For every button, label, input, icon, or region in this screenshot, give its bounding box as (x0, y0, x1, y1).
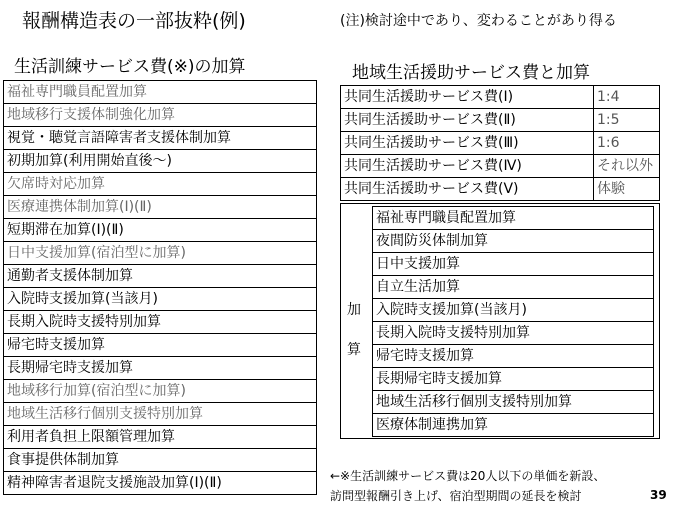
addition-item: 短期滞在加算(Ⅰ)(Ⅱ) (4, 219, 317, 242)
table-row (4, 449, 317, 472)
footnote-line: 訪問型報酬引き上げ、宿泊型期間の延長を検討 (330, 489, 582, 503)
table-row (4, 196, 317, 219)
table-row (4, 288, 317, 311)
staff-ratio: 体験 (594, 178, 660, 201)
fee-label: 共同生活援助サービス費(Ⅱ) (341, 109, 594, 132)
addition-item: 帰宅時支援加算 (4, 334, 317, 357)
draft-note: (注)検討途中であり、変わることがあり得る (340, 13, 617, 29)
table-row (4, 357, 317, 380)
table-row (373, 253, 654, 276)
footnote (330, 466, 605, 506)
table-row (373, 368, 654, 391)
group-home-addition-box (340, 203, 660, 439)
table-row (4, 150, 317, 173)
table-row (4, 242, 317, 265)
life-training-addition-table (3, 80, 317, 495)
addition-item: 医療体制連携加算 (373, 414, 654, 437)
left-section-heading: 生活訓練サービス費(※)の加算 (14, 57, 246, 77)
table-row (4, 311, 317, 334)
addition-item: 地域移行加算(宿泊型に加算) (4, 380, 317, 403)
table-row (373, 345, 654, 368)
table-row (341, 132, 660, 155)
addition-item: 視覚・聴覚言語障害者支援体制加算 (4, 127, 317, 150)
addition-side-label (347, 290, 361, 370)
table-row (373, 322, 654, 345)
table-row (4, 265, 317, 288)
addition-item: 欠席時対応加算 (4, 173, 317, 196)
staff-ratio: 1:6 (594, 132, 660, 155)
addition-item: 日中支援加算(宿泊型に加算) (4, 242, 317, 265)
table-row (4, 380, 317, 403)
table-row (341, 178, 660, 201)
addition-item: 福祉専門職員配置加算 (4, 81, 317, 104)
table-row (4, 104, 317, 127)
addition-item: 入院時支援加算(当該月) (4, 288, 317, 311)
table-row (4, 334, 317, 357)
addition-item: 初期加算(利用開始直後～) (4, 150, 317, 173)
table-row (4, 173, 317, 196)
addition-item: 地域移行支援体制強化加算 (4, 104, 317, 127)
table-row (4, 472, 317, 495)
fee-label: 共同生活援助サービス費(Ⅰ) (341, 86, 594, 109)
table-row (4, 426, 317, 449)
table-row (4, 127, 317, 150)
staff-ratio: それ以外 (594, 155, 660, 178)
table-row (4, 81, 317, 104)
fee-label: 共同生活援助サービス費(Ⅴ) (341, 178, 594, 201)
page-number: 39 (650, 488, 667, 502)
group-home-addition-table (372, 206, 654, 437)
fee-label: 共同生活援助サービス費(Ⅳ) (341, 155, 594, 178)
addition-item: 通勤者支援体制加算 (4, 265, 317, 288)
table-row (373, 299, 654, 322)
table-row (373, 230, 654, 253)
addition-item: 地域生活移行個別支援特別加算 (373, 391, 654, 414)
addition-item: 地域生活移行個別支援特別加算 (4, 403, 317, 426)
addition-item: 医療連携体制加算(Ⅰ)(Ⅱ) (4, 196, 317, 219)
table-row (373, 207, 654, 230)
addition-item: 日中支援加算 (373, 253, 654, 276)
table-row (4, 219, 317, 242)
addition-item: 長期入院時支援特別加算 (373, 322, 654, 345)
addition-item: 入院時支援加算(当該月) (373, 299, 654, 322)
footnote-line: ←※生活訓練サービス費は20人以下の単価を新設、 (330, 469, 606, 483)
addition-item: 食事提供体制加算 (4, 449, 317, 472)
addition-item: 利用者負担上限額管理加算 (4, 426, 317, 449)
addition-item: 長期帰宅時支援加算 (373, 368, 654, 391)
table-row (341, 86, 660, 109)
table-row (373, 391, 654, 414)
table-row (373, 276, 654, 299)
addition-item: 自立生活加算 (373, 276, 654, 299)
addition-item: 帰宅時支援加算 (373, 345, 654, 368)
group-home-fee-table (340, 85, 660, 201)
staff-ratio: 1:4 (594, 86, 660, 109)
table-row (341, 109, 660, 132)
addition-item: 長期入院時支援特別加算 (4, 311, 317, 334)
right-section-heading: 地域生活援助サービス費と加算 (352, 63, 590, 83)
addition-item: 精神障害者退院支援施設加算(Ⅰ)(Ⅱ) (4, 472, 317, 495)
staff-ratio: 1:5 (594, 109, 660, 132)
addition-label-char: 加 (347, 302, 361, 318)
fee-label: 共同生活援助サービス費(Ⅲ) (341, 132, 594, 155)
addition-item: 夜間防災体制加算 (373, 230, 654, 253)
addition-item: 長期帰宅時支援加算 (4, 357, 317, 380)
table-row (373, 414, 654, 437)
table-row (341, 155, 660, 178)
page-title: 報酬構造表の一部抜粋(例) (22, 10, 246, 32)
addition-item: 福祉専門職員配置加算 (373, 207, 654, 230)
addition-label-char: 算 (347, 342, 361, 358)
table-row (4, 403, 317, 426)
